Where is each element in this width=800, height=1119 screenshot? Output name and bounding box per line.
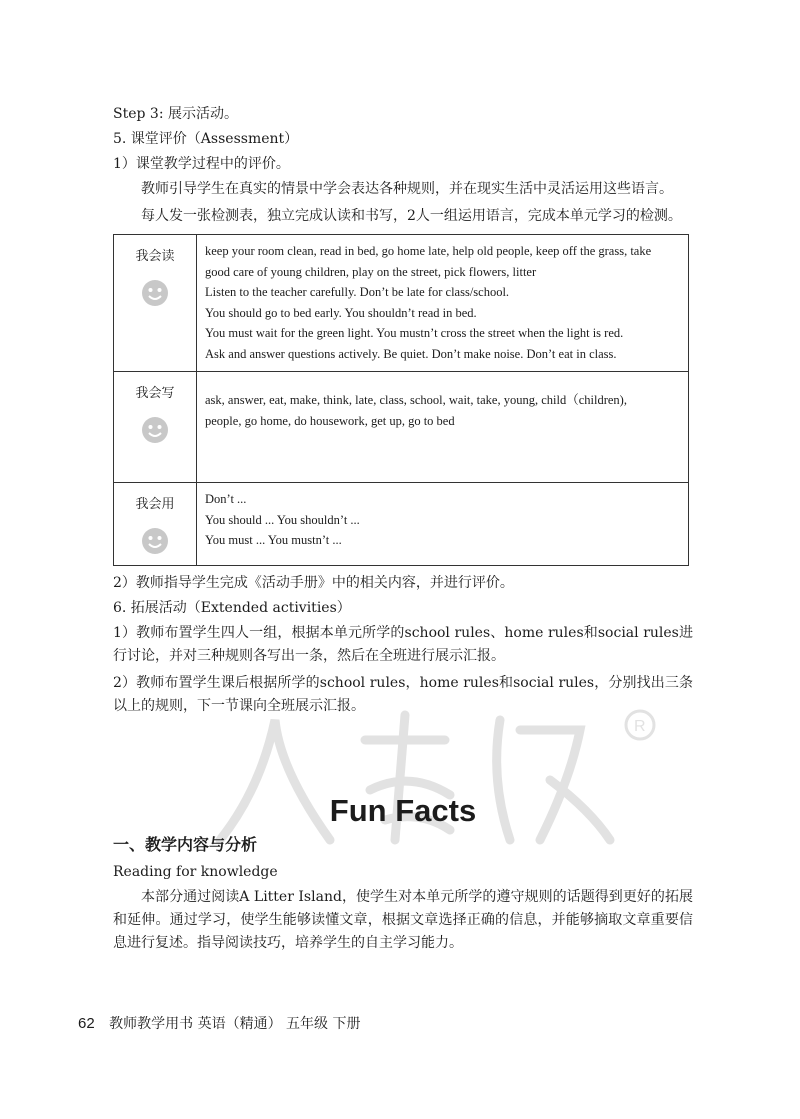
step3-line: Step 3: 展示活动。 [113, 106, 238, 122]
fun-facts-title: Fun Facts [329, 793, 477, 828]
section-heading: 一、教学内容与分析 [113, 835, 258, 854]
section-subheading: Reading for knowledge [113, 864, 278, 880]
table-line: You must ... You mustn’t ... [205, 533, 342, 547]
row-label: 我会用 [135, 496, 175, 511]
assessment-paragraph-2: 每人发一张检测表，独立完成认读和书写，2人一组运用语言，完成本单元学习的检测。 [141, 208, 682, 224]
content-cell [197, 235, 689, 372]
fun-facts-paragraph: 本部分通过阅读A Litter Island，使学生对本单元所学的遵守规则的话题得到更好的拓展和延伸。通过学习，使学生能够读懂文章，根据文章选择正确的信息，并能够摘取文章重要信息进行复述。指导阅读技巧，培养学生的自主学习能力。 [113, 889, 693, 951]
table-line: Listen to the teacher carefully. Don’t be late for class/school. [205, 285, 510, 299]
label-cell [114, 483, 197, 566]
smiley-face-icon [140, 415, 170, 445]
assessment-title: 5. 课堂评价（Assessment） [113, 131, 299, 147]
table-line: You must wait for the green light. You mustn’t cross the street when the light is red. [205, 326, 624, 340]
main-content [113, 103, 693, 722]
smiley-face-icon [140, 278, 170, 308]
assessment-item1-title: 1）课堂教学过程中的评价。 [113, 156, 290, 172]
label-cell [114, 372, 197, 483]
content-cell [197, 372, 689, 483]
page-number: 62 [78, 1015, 95, 1032]
table-line: ask, answer, eat, make, think, late, class, school, wait, take, young, child（children), [205, 393, 627, 407]
extended-item2: 2）教师布置学生课后根据所学的school rules，home rules和social rules，分别找出三条以上的规则，下一节课向全班展示汇报。 [113, 675, 693, 714]
table-line: keep your room clean, read in bed, go home late, help old people, keep off the grass, take [205, 244, 652, 258]
svg-text:R: R [634, 718, 646, 735]
table-line: You should ... You shouldn’t ... [205, 512, 360, 527]
page-footer [78, 1013, 361, 1033]
row-label: 我会写 [135, 385, 175, 400]
table-row [114, 372, 689, 483]
table-line: people, go home, do housework, get up, go to bed [205, 413, 455, 428]
table-line: You should go to bed early. You shouldn’t read in bed. [205, 305, 477, 320]
assessment-item2: 2）教师指导学生完成《活动手册》中的相关内容，并进行评价。 [113, 575, 514, 591]
extended-activities-title: 6. 拓展活动（Extended activities） [113, 600, 351, 616]
smiley-face-icon [140, 526, 170, 556]
row-label: 我会读 [135, 248, 175, 263]
self-check-table [113, 234, 689, 566]
content-cell [197, 483, 689, 566]
table-line: good care of young children, play on the street, pick flowers, litter [205, 264, 537, 279]
label-cell [114, 235, 197, 372]
table-row [114, 483, 689, 566]
table-row [114, 235, 689, 372]
extended-item1: 1）教师布置学生四人一组，根据本单元所学的school rules、home rules和social rules进行讨论，并对三种规则各写出一条，然后在全班进行展示汇报。 [113, 625, 693, 664]
fun-facts-section [113, 833, 693, 959]
table-line: Don’t ... [205, 492, 247, 506]
table-line: Ask and answer questions actively. Be quiet. Don’t make noise. Don’t eat in class. [205, 346, 617, 361]
book-title: 教师教学用书 英语（精通） 五年级 下册 [109, 1016, 361, 1032]
assessment-paragraph-1: 教师引导学生在真实的情景中学会表达各种规则，并在现实生活中灵活运用这些语言。 [141, 181, 673, 197]
